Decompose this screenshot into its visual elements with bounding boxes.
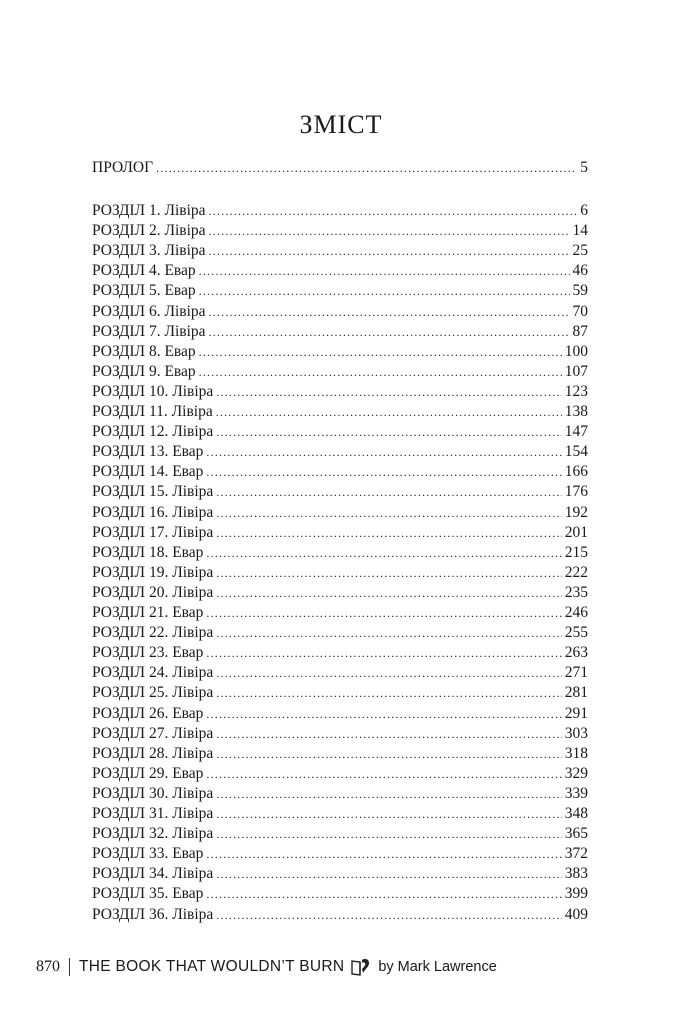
toc-entry-page: 291: [564, 704, 588, 722]
toc-entry-label: РОЗДІЛ 22. Лівіра: [92, 624, 214, 642]
toc-entry: [92, 482, 588, 502]
toc-entry-page: 339: [564, 784, 588, 802]
toc-entry-page: 222: [564, 563, 588, 581]
toc-entry: [92, 462, 588, 482]
toc-entry-label: РОЗДІЛ 10. Лівіра: [92, 382, 214, 400]
book-title: THE BOOK THAT WOULDN’T BURN: [79, 958, 345, 975]
toc-entry-label: РОЗДІЛ 2. Лівіра: [92, 222, 206, 240]
toc-entry-page: 87: [572, 322, 588, 340]
toc-entry-label: РОЗДІЛ 25. Лівіра: [92, 684, 214, 702]
toc-entry-label: РОЗДІЛ 34. Лівіра: [92, 865, 214, 883]
page-footer: [36, 955, 497, 979]
toc-entry-label: РОЗДІЛ 5. Евар: [92, 282, 196, 300]
toc-entry-page: 6: [580, 202, 588, 219]
toc-entry-page: 303: [564, 724, 588, 742]
toc-entry-label: РОЗДІЛ 29. Евар: [92, 764, 204, 782]
toc-entry-label: РОЗДІЛ 3. Лівіра: [92, 242, 206, 260]
dot-leader: [209, 322, 570, 342]
dot-leader: [209, 201, 578, 221]
toc-entry-label: РОЗДІЛ 8. Евар: [92, 342, 196, 360]
toc-entry-page: 409: [564, 905, 588, 923]
toc-entry: [92, 261, 588, 281]
toc-entry-page: 70: [572, 302, 588, 320]
toc-entry-page: 246: [564, 604, 588, 621]
toc-entry-label: РОЗДІЛ 17. Лівіра: [92, 523, 214, 541]
toc-entry-page: 281: [564, 684, 588, 702]
dot-leader: [216, 724, 561, 744]
toc-entry-page: 201: [564, 523, 588, 541]
toc-entry-label: РОЗДІЛ 26. Евар: [92, 704, 204, 722]
toc-entry-page: 46: [572, 262, 588, 280]
dot-leader: [209, 221, 570, 241]
toc-entry: [92, 623, 588, 643]
toc-entry-label: РОЗДІЛ 27. Лівіра: [92, 724, 214, 742]
toc-entry-page: 107: [564, 362, 588, 380]
toc-entry-page: 255: [564, 624, 588, 642]
toc-entry-page: 192: [564, 503, 588, 521]
toc-entry: [92, 784, 588, 804]
dot-leader: [216, 503, 561, 523]
toc-entry: [92, 663, 588, 683]
dot-leader: [216, 523, 561, 543]
toc-entry: [92, 804, 588, 824]
dot-leader: [209, 241, 570, 261]
toc-entry-label: РОЗДІЛ 36. Лівіра: [92, 905, 214, 923]
toc-entry-page: 235: [564, 583, 588, 601]
toc-entry: [92, 704, 588, 724]
dot-leader: [199, 342, 562, 362]
toc-entry-page: 138: [564, 403, 588, 420]
dot-leader: [156, 158, 577, 178]
toc-entry-label: РОЗДІЛ 11. Лівіра: [92, 403, 213, 420]
toc-entry-page: 329: [564, 764, 588, 782]
toc-entry: [92, 302, 588, 322]
toc-entry: [92, 905, 588, 925]
dot-leader: [216, 382, 561, 402]
toc-entry-label: РОЗДІЛ 6. Лівіра: [92, 302, 206, 320]
dot-leader: [206, 704, 561, 724]
dot-leader: [216, 905, 561, 925]
toc-entry: [92, 603, 588, 623]
toc-entry: [92, 342, 588, 362]
toc-entry-page: 383: [564, 865, 588, 883]
toc-entry-label: РОЗДІЛ 9. Евар: [92, 362, 196, 380]
toc-entry-label: РОЗДІЛ 31. Лівіра: [92, 805, 214, 822]
toc-entry-page: 5: [580, 159, 588, 176]
toc-entry-label: РОЗДІЛ 18. Евар: [92, 543, 204, 561]
toc-entry-label: РОЗДІЛ 19. Лівіра: [92, 563, 214, 581]
toc-entry: [92, 764, 588, 784]
toc-entry-prologue: [92, 158, 588, 178]
dot-leader: [216, 824, 561, 844]
toc-entry: [92, 503, 588, 523]
dot-leader: [206, 764, 561, 784]
toc-entry-label: РОЗДІЛ 23. Евар: [92, 644, 204, 662]
toc-entry: [92, 362, 588, 382]
toc-entry-page: 348: [564, 805, 588, 822]
toc-entry-page: 271: [564, 664, 588, 682]
toc-entry-page: 365: [564, 825, 588, 843]
toc-entry: [92, 543, 588, 563]
toc-entry-page: 263: [564, 644, 588, 662]
toc-entry-page: 123: [564, 382, 588, 400]
toc-entry-page: 25: [572, 242, 588, 260]
toc-entry-label: РОЗДІЛ 20. Лівіра: [92, 583, 214, 601]
toc-entry-label: РОЗДІЛ 7. Лівіра: [92, 322, 206, 340]
dot-leader: [216, 683, 561, 703]
toc-entry-label: РОЗДІЛ 12. Лівіра: [92, 423, 214, 441]
dot-leader: [216, 563, 561, 583]
toc-entry: [92, 523, 588, 543]
toc-entry-label: РОЗДІЛ 35. Евар: [92, 885, 204, 903]
dot-leader: [216, 663, 561, 683]
dot-leader: [209, 302, 570, 322]
book-bird-icon: [350, 957, 372, 977]
toc-entry-label: РОЗДІЛ 28. Лівіра: [92, 744, 214, 762]
toc-entry: [92, 724, 588, 744]
author-credit: by Mark Lawrence: [378, 959, 497, 975]
toc-entry-page: 166: [564, 463, 588, 481]
toc-entry-label: РОЗДІЛ 1. Лівіра: [92, 202, 206, 219]
toc-entry: [92, 583, 588, 603]
toc-entry-label: РОЗДІЛ 24. Лівіра: [92, 664, 214, 682]
toc-entry-label: РОЗДІЛ 15. Лівіра: [92, 483, 214, 501]
toc-entry: [92, 402, 588, 422]
dot-leader: [199, 281, 570, 301]
toc-entry-page: 14: [572, 222, 588, 240]
toc-entry: [92, 824, 588, 844]
dot-leader: [216, 784, 561, 804]
dot-leader: [206, 643, 561, 663]
dot-leader: [216, 583, 561, 603]
toc-entry-page: 399: [564, 885, 588, 903]
dot-leader: [206, 603, 561, 623]
dot-leader: [216, 804, 561, 824]
toc-entry: [92, 744, 588, 764]
toc-entry: [92, 241, 588, 261]
toc-entry: [92, 864, 588, 884]
footer-divider: [69, 958, 70, 976]
dot-leader: [206, 543, 561, 563]
toc-entry-page: 147: [564, 423, 588, 441]
toc-entry-page: 215: [564, 543, 588, 561]
toc-entry-label: РОЗДІЛ 13. Евар: [92, 443, 204, 461]
dot-leader: [216, 744, 561, 764]
toc-entry: [92, 382, 588, 402]
toc-entry-label: РОЗДІЛ 4. Евар: [92, 262, 196, 280]
dot-leader: [216, 623, 561, 643]
dot-leader: [206, 884, 561, 904]
toc-entry-page: 154: [564, 443, 588, 461]
toc-entry-label: РОЗДІЛ 30. Лівіра: [92, 784, 214, 802]
toc-entry: [92, 281, 588, 301]
dot-leader: [216, 422, 561, 442]
dot-leader: [216, 482, 561, 502]
page-number: 870: [36, 958, 60, 975]
toc-entry: [92, 884, 588, 904]
dot-leader: [199, 362, 562, 382]
toc-entry-page: 59: [572, 282, 588, 300]
toc-entry-label: РОЗДІЛ 21. Евар: [92, 604, 204, 621]
dot-leader: [206, 442, 561, 462]
toc-entry-page: 372: [564, 845, 588, 863]
toc-entry-label: РОЗДІЛ 16. Лівіра: [92, 503, 214, 521]
dot-leader: [216, 402, 562, 422]
toc-entry-label: РОЗДІЛ 14. Евар: [92, 463, 204, 481]
toc-entry: [92, 844, 588, 864]
toc-entry: [92, 201, 588, 221]
toc-entry-label: РОЗДІЛ 33. Евар: [92, 845, 204, 863]
page-title: ЗМІСТ: [299, 110, 383, 139]
dot-leader: [199, 261, 570, 281]
toc-entry: [92, 442, 588, 462]
toc-entry-page: 176: [564, 483, 588, 501]
toc-entry: [92, 422, 588, 442]
toc-entry-page: 318: [564, 744, 588, 762]
dot-leader: [206, 462, 561, 482]
dot-leader: [216, 864, 561, 884]
toc-entry-label: РОЗДІЛ 32. Лівіра: [92, 825, 214, 843]
toc-entry: [92, 322, 588, 342]
toc-entry: [92, 683, 588, 703]
toc-entry-label: ПРОЛОГ: [92, 159, 154, 176]
dot-leader: [206, 844, 561, 864]
toc-entry-page: 100: [564, 342, 588, 360]
toc-entry: [92, 563, 588, 583]
toc-entry: [92, 643, 588, 663]
toc-entry: [92, 221, 588, 241]
